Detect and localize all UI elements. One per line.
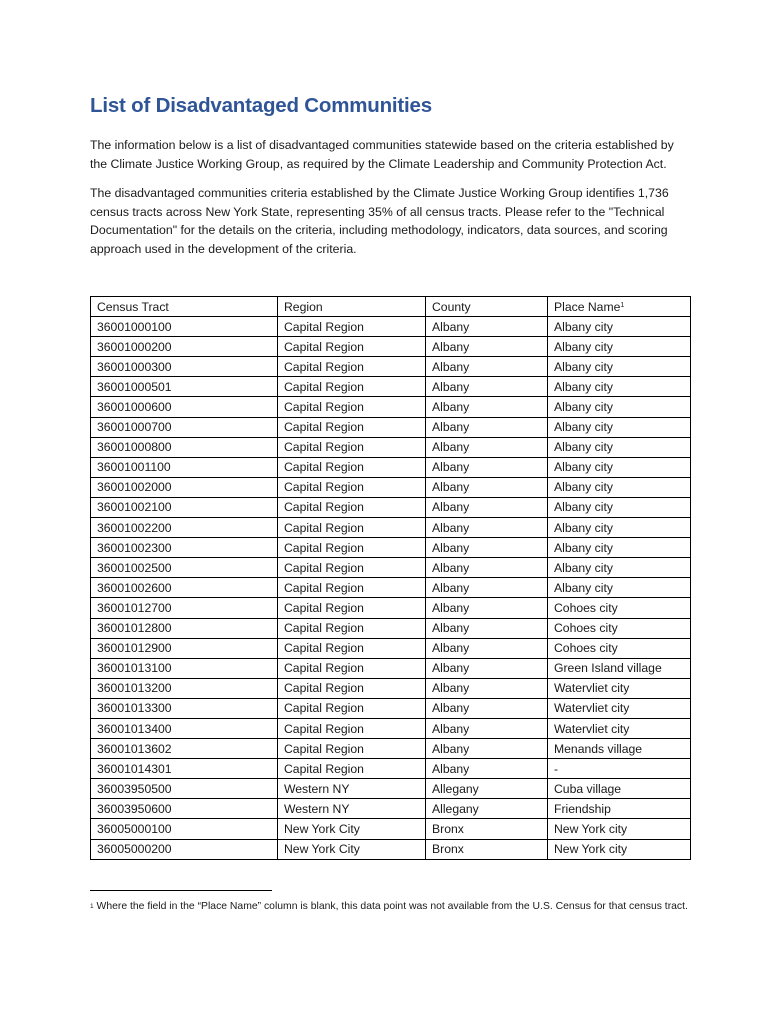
cell-region: Capital Region [278, 739, 426, 759]
cell-census-tract: 36001002000 [91, 477, 278, 497]
cell-place-name: Albany city [548, 518, 691, 538]
cell-region: Capital Region [278, 457, 426, 477]
cell-county: Albany [426, 477, 548, 497]
cell-place-name: Albany city [548, 538, 691, 558]
table-body [91, 317, 691, 860]
cell-region: Western NY [278, 779, 426, 799]
cell-census-tract: 36001012700 [91, 598, 278, 618]
table-row [91, 698, 691, 718]
cell-county: Albany [426, 578, 548, 598]
cell-census-tract: 36001000700 [91, 417, 278, 437]
cell-census-tract: 36001000600 [91, 397, 278, 417]
cell-county: Albany [426, 377, 548, 397]
cell-region: Capital Region [278, 518, 426, 538]
cell-county: Albany [426, 598, 548, 618]
cell-census-tract: 36005000100 [91, 819, 278, 839]
table-row [91, 457, 691, 477]
table-row [91, 357, 691, 377]
cell-county: Bronx [426, 839, 548, 859]
cell-county: Albany [426, 437, 548, 457]
table-row [91, 779, 691, 799]
cell-region: Capital Region [278, 578, 426, 598]
cell-place-name: Cohoes city [548, 638, 691, 658]
cell-region: Capital Region [278, 718, 426, 738]
cell-region: Capital Region [278, 638, 426, 658]
cell-county: Albany [426, 638, 548, 658]
cell-region: Capital Region [278, 698, 426, 718]
cell-county: Bronx [426, 819, 548, 839]
cell-census-tract: 36001000100 [91, 317, 278, 337]
cell-county: Albany [426, 759, 548, 779]
cell-county: Albany [426, 497, 548, 517]
cell-place-name: - [548, 759, 691, 779]
table-row [91, 437, 691, 457]
cell-place-name: Albany city [548, 417, 691, 437]
cell-county: Albany [426, 698, 548, 718]
cell-census-tract: 36001001100 [91, 457, 278, 477]
cell-census-tract: 36001012900 [91, 638, 278, 658]
cell-census-tract: 36001002200 [91, 518, 278, 538]
cell-region: Western NY [278, 799, 426, 819]
cell-region: Capital Region [278, 538, 426, 558]
intro-paragraph: The information below is a list of disadvantaged communities statewide based on the criteria established by the Climate Justice Working Group, as required by the Climate Leadership and Community Protection Act. [90, 138, 674, 171]
cell-census-tract: 36001000300 [91, 357, 278, 377]
cell-place-name: New York city [548, 819, 691, 839]
table-row [91, 598, 691, 618]
cell-census-tract: 36003950600 [91, 799, 278, 819]
document-page [90, 92, 690, 860]
cell-region: Capital Region [278, 437, 426, 457]
cell-county: Albany [426, 357, 548, 377]
cell-region: Capital Region [278, 658, 426, 678]
header-place-name [548, 297, 691, 317]
cell-region: Capital Region [278, 377, 426, 397]
table-row [91, 799, 691, 819]
table-row [91, 839, 691, 859]
cell-place-name: Watervliet city [548, 698, 691, 718]
cell-county: Albany [426, 518, 548, 538]
cell-county: Allegany [426, 799, 548, 819]
cell-census-tract: 36001013300 [91, 698, 278, 718]
criteria-paragraph: The disadvantaged communities criteria established by the Climate Justice Working Group identifies 1,736 census tracts across New York State, representing 35% of all census tracts. Please refer to the "Technical Documentation" for the details on the criteria, including methodology, indicators, data sources, and scoring approach used in the development of the criteria. [90, 186, 669, 256]
cell-county: Albany [426, 317, 548, 337]
cell-place-name: Albany city [548, 477, 691, 497]
cell-census-tract: 36001002300 [91, 538, 278, 558]
cell-census-tract: 36001000501 [91, 377, 278, 397]
cell-county: Albany [426, 558, 548, 578]
cell-place-name: New York city [548, 839, 691, 859]
communities-table-container [90, 296, 690, 860]
cell-place-name: Albany city [548, 497, 691, 517]
cell-place-name: Albany city [548, 578, 691, 598]
table-row [91, 477, 691, 497]
table-row [91, 558, 691, 578]
cell-region: Capital Region [278, 417, 426, 437]
cell-place-name: Menands village [548, 739, 691, 759]
table-row [91, 819, 691, 839]
cell-region: Capital Region [278, 497, 426, 517]
table-row [91, 417, 691, 437]
cell-place-name: Cohoes city [548, 618, 691, 638]
cell-census-tract: 36001013400 [91, 718, 278, 738]
table-row [91, 518, 691, 538]
cell-county: Albany [426, 658, 548, 678]
footnote-text: Where the field in the “Place Name” column is blank, this data point was not available from the U.S. Census for that census tract. [93, 901, 688, 912]
cell-place-name: Friendship [548, 799, 691, 819]
cell-county: Albany [426, 718, 548, 738]
table-row [91, 578, 691, 598]
cell-census-tract: 36003950500 [91, 779, 278, 799]
cell-region: Capital Region [278, 598, 426, 618]
footnote [90, 899, 690, 915]
table-row [91, 718, 691, 738]
cell-census-tract: 36001002100 [91, 497, 278, 517]
cell-county: Albany [426, 337, 548, 357]
cell-region: Capital Region [278, 618, 426, 638]
table-row [91, 538, 691, 558]
cell-place-name: Albany city [548, 457, 691, 477]
cell-census-tract: 36001012800 [91, 618, 278, 638]
cell-census-tract: 36001002600 [91, 578, 278, 598]
cell-census-tract: 36001013602 [91, 739, 278, 759]
cell-county: Allegany [426, 779, 548, 799]
header-place-name-label: Place Name [554, 299, 621, 314]
cell-census-tract: 36001014301 [91, 759, 278, 779]
cell-region: Capital Region [278, 357, 426, 377]
cell-region: Capital Region [278, 678, 426, 698]
header-region: Region [278, 297, 426, 317]
cell-census-tract: 36001002500 [91, 558, 278, 578]
cell-county: Albany [426, 457, 548, 477]
cell-place-name: Albany city [548, 558, 691, 578]
cell-place-name: Watervliet city [548, 678, 691, 698]
cell-region: Capital Region [278, 317, 426, 337]
cell-region: New York City [278, 819, 426, 839]
cell-county: Albany [426, 417, 548, 437]
footnote-marker: 1 [620, 301, 625, 309]
cell-county: Albany [426, 397, 548, 417]
cell-place-name: Albany city [548, 437, 691, 457]
cell-place-name: Albany city [548, 377, 691, 397]
page-title: List of Disadvantaged Communities [90, 94, 432, 117]
table-row [91, 739, 691, 759]
header-county: County [426, 297, 548, 317]
table-row [91, 638, 691, 658]
cell-place-name: Albany city [548, 317, 691, 337]
table-row [91, 759, 691, 779]
cell-place-name: Watervliet city [548, 718, 691, 738]
cell-county: Albany [426, 538, 548, 558]
cell-county: Albany [426, 678, 548, 698]
cell-place-name: Cuba village [548, 779, 691, 799]
cell-place-name: Cohoes city [548, 598, 691, 618]
table-row [91, 618, 691, 638]
cell-region: Capital Region [278, 558, 426, 578]
cell-county: Albany [426, 739, 548, 759]
cell-census-tract: 36001000200 [91, 337, 278, 357]
cell-census-tract: 36005000200 [91, 839, 278, 859]
cell-region: New York City [278, 839, 426, 859]
cell-census-tract: 36001000800 [91, 437, 278, 457]
cell-county: Albany [426, 618, 548, 638]
table-row [91, 317, 691, 337]
communities-table [90, 296, 691, 860]
cell-place-name: Albany city [548, 357, 691, 377]
cell-census-tract: 36001013100 [91, 658, 278, 678]
table-header-row [91, 297, 691, 317]
table-row [91, 658, 691, 678]
table-row [91, 678, 691, 698]
cell-region: Capital Region [278, 477, 426, 497]
table-row [91, 397, 691, 417]
cell-place-name: Albany city [548, 397, 691, 417]
cell-region: Capital Region [278, 397, 426, 417]
cell-place-name: Green Island village [548, 658, 691, 678]
table-row [91, 497, 691, 517]
footnote-divider [90, 890, 272, 891]
footnote-number: 1 [90, 903, 94, 910]
table-row [91, 337, 691, 357]
cell-census-tract: 36001013200 [91, 678, 278, 698]
header-census-tract: Census Tract [91, 297, 278, 317]
cell-place-name: Albany city [548, 337, 691, 357]
cell-region: Capital Region [278, 337, 426, 357]
table-row [91, 377, 691, 397]
cell-region: Capital Region [278, 759, 426, 779]
